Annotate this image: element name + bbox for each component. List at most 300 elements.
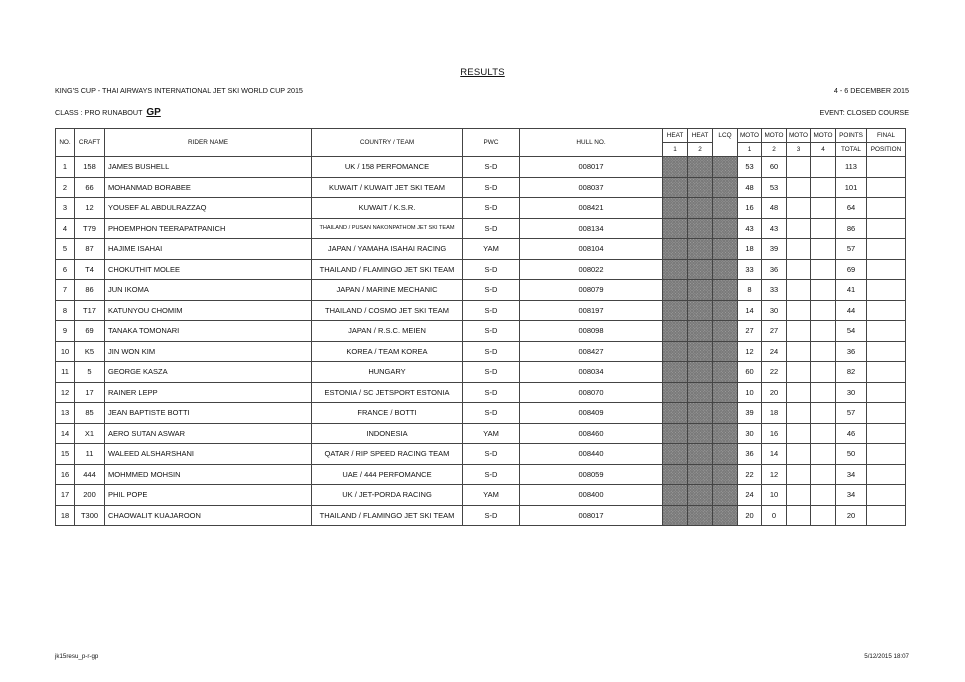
cell-moto3 xyxy=(787,423,811,444)
cell-no: 17 xyxy=(56,485,75,506)
cell-heat2 xyxy=(688,382,713,403)
cell-heat1 xyxy=(663,321,688,342)
cell-lcq xyxy=(713,280,738,301)
event-date: 4 - 6 DECEMBER 2015 xyxy=(833,86,909,95)
cell-pwc: S-D xyxy=(463,444,520,465)
cell-heat2 xyxy=(688,280,713,301)
cell-heat2 xyxy=(688,505,713,526)
cell-no: 18 xyxy=(56,505,75,526)
cell-pwc: S-D xyxy=(463,321,520,342)
cell-heat2 xyxy=(688,218,713,239)
cell-final xyxy=(867,177,906,198)
cell-no: 13 xyxy=(56,403,75,424)
cell-craft: 5 xyxy=(75,362,105,383)
cell-team: THAILAND / FLAMINGO JET SKI TEAM xyxy=(312,259,463,280)
cell-lcq xyxy=(713,218,738,239)
table-row xyxy=(56,157,906,178)
cell-pwc: S-D xyxy=(463,177,520,198)
cell-rider: AERO SUTAN ASWAR xyxy=(105,423,312,444)
cell-moto3 xyxy=(787,382,811,403)
cell-pwc: S-D xyxy=(463,403,520,424)
cell-team: QATAR / RIP SPEED RACING TEAM xyxy=(312,444,463,465)
col-pwc: PWC xyxy=(463,129,520,157)
cell-hull: 008409 xyxy=(520,403,663,424)
cell-rider: HAJIME ISAHAI xyxy=(105,239,312,260)
cell-heat1 xyxy=(663,280,688,301)
cell-moto1: 36 xyxy=(738,444,762,465)
cell-moto3 xyxy=(787,157,811,178)
cell-hull: 008104 xyxy=(520,239,663,260)
cell-points: 57 xyxy=(836,403,867,424)
cell-moto2: 18 xyxy=(762,403,787,424)
cell-moto2: 33 xyxy=(762,280,787,301)
cell-final xyxy=(867,259,906,280)
col-moto3: MOTO xyxy=(787,129,811,143)
cell-moto4 xyxy=(811,259,836,280)
table-row xyxy=(56,464,906,485)
cell-moto4 xyxy=(811,423,836,444)
cell-pwc: YAM xyxy=(463,423,520,444)
cell-craft: 200 xyxy=(75,485,105,506)
class-line xyxy=(55,107,161,118)
cell-heat1 xyxy=(663,423,688,444)
cell-moto1: 27 xyxy=(738,321,762,342)
cell-moto3 xyxy=(787,239,811,260)
cell-rider: JUN IKOMA xyxy=(105,280,312,301)
cell-rider: MOHMMED MOHSIN xyxy=(105,464,312,485)
cell-moto3 xyxy=(787,280,811,301)
col-heat2-num: 2 xyxy=(688,143,713,157)
cell-heat1 xyxy=(663,239,688,260)
cell-points: 113 xyxy=(836,157,867,178)
cell-heat1 xyxy=(663,259,688,280)
cell-craft: 66 xyxy=(75,177,105,198)
cell-hull: 008017 xyxy=(520,157,663,178)
cell-hull: 008022 xyxy=(520,259,663,280)
cell-moto2: 0 xyxy=(762,505,787,526)
cell-moto4 xyxy=(811,382,836,403)
cell-moto2: 14 xyxy=(762,444,787,465)
cell-moto1: 16 xyxy=(738,198,762,219)
cell-lcq xyxy=(713,464,738,485)
cell-points: 20 xyxy=(836,505,867,526)
cell-no: 1 xyxy=(56,157,75,178)
cell-moto3 xyxy=(787,177,811,198)
cell-craft: K5 xyxy=(75,341,105,362)
table-row xyxy=(56,280,906,301)
cell-heat1 xyxy=(663,341,688,362)
col-moto4: MOTO xyxy=(811,129,836,143)
col-craft: CRAFT xyxy=(75,129,105,157)
cell-moto2: 12 xyxy=(762,464,787,485)
cell-moto2: 30 xyxy=(762,300,787,321)
cell-hull: 008070 xyxy=(520,382,663,403)
cell-final xyxy=(867,362,906,383)
cell-rider: RAINER LEPP xyxy=(105,382,312,403)
cell-lcq xyxy=(713,403,738,424)
cell-heat1 xyxy=(663,444,688,465)
cell-craft: 86 xyxy=(75,280,105,301)
cell-heat1 xyxy=(663,403,688,424)
cell-final xyxy=(867,464,906,485)
cell-team: ESTONIA / SC JETSPORT ESTONIA xyxy=(312,382,463,403)
col-moto1-num: 1 xyxy=(738,143,762,157)
cell-lcq xyxy=(713,239,738,260)
cell-moto3 xyxy=(787,505,811,526)
cell-pwc: S-D xyxy=(463,280,520,301)
cell-no: 14 xyxy=(56,423,75,444)
event-title: KING'S CUP - THAI AIRWAYS INTERNATIONAL JET SKI WORLD CUP 2015 xyxy=(55,86,303,95)
cell-hull: 008427 xyxy=(520,341,663,362)
cell-points: 57 xyxy=(836,239,867,260)
cell-pwc: S-D xyxy=(463,157,520,178)
cell-no: 6 xyxy=(56,259,75,280)
cell-rider: WALEED ALSHARSHANI xyxy=(105,444,312,465)
footer-timestamp: 5/12/2015 18:07 xyxy=(864,653,909,660)
col-heat1-num: 1 xyxy=(663,143,688,157)
cell-team: JAPAN / R.S.C. MEIEN xyxy=(312,321,463,342)
cell-craft: 158 xyxy=(75,157,105,178)
cell-final xyxy=(867,444,906,465)
cell-heat2 xyxy=(688,177,713,198)
cell-no: 8 xyxy=(56,300,75,321)
cell-hull: 008059 xyxy=(520,464,663,485)
cell-pwc: S-D xyxy=(463,362,520,383)
cell-pwc: S-D xyxy=(463,341,520,362)
col-hull: HULL NO. xyxy=(520,129,663,157)
cell-craft: 444 xyxy=(75,464,105,485)
page-title: RESULTS xyxy=(460,67,505,78)
cell-moto1: 14 xyxy=(738,300,762,321)
cell-moto4 xyxy=(811,280,836,301)
cell-craft: T4 xyxy=(75,259,105,280)
cell-moto1: 33 xyxy=(738,259,762,280)
cell-lcq xyxy=(713,300,738,321)
cell-lcq xyxy=(713,362,738,383)
cell-moto2: 60 xyxy=(762,157,787,178)
header-row-top xyxy=(56,129,906,143)
col-country: COUNTRY / TEAM xyxy=(312,129,463,157)
cell-hull: 008034 xyxy=(520,362,663,383)
cell-hull: 008421 xyxy=(520,198,663,219)
cell-rider: CHAOWALIT KUAJAROON xyxy=(105,505,312,526)
cell-final xyxy=(867,239,906,260)
col-points: POINTS xyxy=(836,129,867,143)
table-row xyxy=(56,485,906,506)
col-lcq: LCQ xyxy=(713,129,738,157)
cell-final xyxy=(867,341,906,362)
cell-points: 36 xyxy=(836,341,867,362)
cell-no: 10 xyxy=(56,341,75,362)
col-rider: RIDER NAME xyxy=(105,129,312,157)
cell-points: 30 xyxy=(836,382,867,403)
cell-moto1: 30 xyxy=(738,423,762,444)
cell-points: 34 xyxy=(836,485,867,506)
table-row xyxy=(56,423,906,444)
table-row xyxy=(56,300,906,321)
cell-lcq xyxy=(713,382,738,403)
cell-lcq xyxy=(713,423,738,444)
col-heat1: HEAT xyxy=(663,129,688,143)
cell-hull: 008079 xyxy=(520,280,663,301)
cell-final xyxy=(867,280,906,301)
cell-moto2: 43 xyxy=(762,218,787,239)
cell-moto4 xyxy=(811,218,836,239)
cell-craft: T300 xyxy=(75,505,105,526)
cell-moto3 xyxy=(787,341,811,362)
cell-final xyxy=(867,157,906,178)
cell-heat2 xyxy=(688,321,713,342)
cell-moto2: 27 xyxy=(762,321,787,342)
cell-heat1 xyxy=(663,177,688,198)
cell-points: 86 xyxy=(836,218,867,239)
cell-moto4 xyxy=(811,464,836,485)
cell-team: THAILAND / FLAMINGO JET SKI TEAM xyxy=(312,505,463,526)
col-moto4-num: 4 xyxy=(811,143,836,157)
cell-points: 44 xyxy=(836,300,867,321)
cell-moto1: 53 xyxy=(738,157,762,178)
col-points-total: TOTAL xyxy=(836,143,867,157)
cell-moto4 xyxy=(811,444,836,465)
cell-moto1: 60 xyxy=(738,362,762,383)
cell-team: INDONESIA xyxy=(312,423,463,444)
cell-hull: 008400 xyxy=(520,485,663,506)
cell-heat1 xyxy=(663,382,688,403)
cell-final xyxy=(867,423,906,444)
cell-lcq xyxy=(713,321,738,342)
cell-team: HUNGARY xyxy=(312,362,463,383)
cell-moto3 xyxy=(787,464,811,485)
cell-moto3 xyxy=(787,362,811,383)
cell-moto3 xyxy=(787,218,811,239)
cell-moto4 xyxy=(811,239,836,260)
cell-team: JAPAN / YAMAHA ISAHAI RACING xyxy=(312,239,463,260)
cell-pwc: S-D xyxy=(463,464,520,485)
table-row xyxy=(56,259,906,280)
cell-moto1: 10 xyxy=(738,382,762,403)
class-code: GP xyxy=(146,107,161,118)
cell-no: 16 xyxy=(56,464,75,485)
cell-craft: T79 xyxy=(75,218,105,239)
cell-team: KUWAIT / K.S.R. xyxy=(312,198,463,219)
cell-rider: CHOKUTHIT MOLEE xyxy=(105,259,312,280)
cell-team: JAPAN / MARINE MECHANIC xyxy=(312,280,463,301)
col-final-position: POSITION xyxy=(867,143,906,157)
cell-points: 34 xyxy=(836,464,867,485)
cell-no: 7 xyxy=(56,280,75,301)
cell-moto1: 43 xyxy=(738,218,762,239)
cell-heat2 xyxy=(688,259,713,280)
cell-moto4 xyxy=(811,403,836,424)
cell-points: 41 xyxy=(836,280,867,301)
cell-heat2 xyxy=(688,157,713,178)
cell-points: 64 xyxy=(836,198,867,219)
cell-team: THAILAND / COSMO JET SKI TEAM xyxy=(312,300,463,321)
cell-points: 101 xyxy=(836,177,867,198)
cell-moto1: 18 xyxy=(738,239,762,260)
cell-heat1 xyxy=(663,300,688,321)
cell-moto3 xyxy=(787,321,811,342)
cell-lcq xyxy=(713,259,738,280)
cell-team: UK / 158 PERFOMANCE xyxy=(312,157,463,178)
table-row xyxy=(56,444,906,465)
table-row xyxy=(56,362,906,383)
col-moto1: MOTO xyxy=(738,129,762,143)
cell-rider: GEORGE KASZA xyxy=(105,362,312,383)
cell-points: 82 xyxy=(836,362,867,383)
cell-rider: MOHANMAD BORABEE xyxy=(105,177,312,198)
cell-hull: 008134 xyxy=(520,218,663,239)
cell-moto4 xyxy=(811,485,836,506)
cell-craft: 69 xyxy=(75,321,105,342)
col-moto2-num: 2 xyxy=(762,143,787,157)
cell-craft: 17 xyxy=(75,382,105,403)
cell-heat1 xyxy=(663,218,688,239)
table-row xyxy=(56,198,906,219)
cell-final xyxy=(867,382,906,403)
cell-moto4 xyxy=(811,198,836,219)
cell-rider: JEAN BAPTISTE BOTTI xyxy=(105,403,312,424)
cell-craft: 11 xyxy=(75,444,105,465)
cell-points: 69 xyxy=(836,259,867,280)
cell-points: 50 xyxy=(836,444,867,465)
cell-lcq xyxy=(713,444,738,465)
col-heat2: HEAT xyxy=(688,129,713,143)
cell-moto2: 22 xyxy=(762,362,787,383)
cell-heat2 xyxy=(688,300,713,321)
cell-heat1 xyxy=(663,464,688,485)
cell-moto1: 24 xyxy=(738,485,762,506)
cell-moto2: 36 xyxy=(762,259,787,280)
footer-file: jk15resu_p-r-gp xyxy=(55,653,99,660)
cell-hull: 008037 xyxy=(520,177,663,198)
cell-no: 15 xyxy=(56,444,75,465)
cell-moto4 xyxy=(811,177,836,198)
table-row xyxy=(56,177,906,198)
cell-hull: 008460 xyxy=(520,423,663,444)
cell-lcq xyxy=(713,505,738,526)
cell-heat2 xyxy=(688,198,713,219)
cell-heat1 xyxy=(663,198,688,219)
cell-team: KUWAIT / KUWAIT JET SKI TEAM xyxy=(312,177,463,198)
cell-heat1 xyxy=(663,157,688,178)
cell-no: 12 xyxy=(56,382,75,403)
cell-craft: 12 xyxy=(75,198,105,219)
cell-heat2 xyxy=(688,464,713,485)
cell-moto2: 24 xyxy=(762,341,787,362)
cell-moto4 xyxy=(811,300,836,321)
cell-team: KOREA / TEAM KOREA xyxy=(312,341,463,362)
cell-lcq xyxy=(713,157,738,178)
results-body xyxy=(56,157,906,526)
cell-rider: PHIL POPE xyxy=(105,485,312,506)
cell-no: 2 xyxy=(56,177,75,198)
col-moto3-num: 3 xyxy=(787,143,811,157)
cell-pwc: YAM xyxy=(463,239,520,260)
cell-final xyxy=(867,218,906,239)
cell-craft: 85 xyxy=(75,403,105,424)
cell-lcq xyxy=(713,485,738,506)
cell-rider: PHOEMPHON TEERAPATPANICH xyxy=(105,218,312,239)
cell-heat1 xyxy=(663,362,688,383)
cell-rider: KATUNYOU CHOMIM xyxy=(105,300,312,321)
event-type: EVENT: CLOSED COURSE xyxy=(819,108,909,117)
results-table xyxy=(55,128,906,526)
table-row xyxy=(56,321,906,342)
cell-final xyxy=(867,485,906,506)
cell-moto3 xyxy=(787,198,811,219)
cell-hull: 008197 xyxy=(520,300,663,321)
table-row xyxy=(56,341,906,362)
cell-moto4 xyxy=(811,362,836,383)
cell-moto2: 48 xyxy=(762,198,787,219)
cell-craft: T17 xyxy=(75,300,105,321)
cell-heat1 xyxy=(663,485,688,506)
cell-heat2 xyxy=(688,423,713,444)
cell-team: UK / JET-PORDA RACING xyxy=(312,485,463,506)
cell-hull: 008440 xyxy=(520,444,663,465)
cell-moto3 xyxy=(787,259,811,280)
cell-moto2: 53 xyxy=(762,177,787,198)
cell-team: UAE / 444 PERFOMANCE xyxy=(312,464,463,485)
cell-moto4 xyxy=(811,505,836,526)
cell-team: FRANCE / BOTTI xyxy=(312,403,463,424)
class-label: CLASS : PRO RUNABOUT xyxy=(55,108,143,117)
cell-lcq xyxy=(713,177,738,198)
cell-rider: TANAKA TOMONARI xyxy=(105,321,312,342)
cell-heat1 xyxy=(663,505,688,526)
cell-moto2: 10 xyxy=(762,485,787,506)
cell-hull: 008017 xyxy=(520,505,663,526)
cell-pwc: S-D xyxy=(463,300,520,321)
cell-points: 54 xyxy=(836,321,867,342)
cell-heat2 xyxy=(688,239,713,260)
cell-no: 9 xyxy=(56,321,75,342)
table-row xyxy=(56,239,906,260)
cell-moto4 xyxy=(811,157,836,178)
cell-heat2 xyxy=(688,444,713,465)
cell-moto4 xyxy=(811,321,836,342)
cell-moto1: 39 xyxy=(738,403,762,424)
cell-team: THAILAND / PUSAN NAKONPATHOM JET SKI TEAM xyxy=(312,218,463,239)
table-row xyxy=(56,218,906,239)
cell-moto3 xyxy=(787,444,811,465)
cell-moto3 xyxy=(787,403,811,424)
cell-heat2 xyxy=(688,362,713,383)
cell-pwc: S-D xyxy=(463,218,520,239)
cell-points: 46 xyxy=(836,423,867,444)
cell-craft: 87 xyxy=(75,239,105,260)
cell-moto1: 22 xyxy=(738,464,762,485)
cell-pwc: S-D xyxy=(463,382,520,403)
cell-final xyxy=(867,505,906,526)
cell-moto3 xyxy=(787,300,811,321)
cell-no: 4 xyxy=(56,218,75,239)
cell-hull: 008098 xyxy=(520,321,663,342)
cell-final xyxy=(867,198,906,219)
cell-moto1: 12 xyxy=(738,341,762,362)
table-row xyxy=(56,403,906,424)
cell-pwc: YAM xyxy=(463,485,520,506)
cell-final xyxy=(867,300,906,321)
cell-moto1: 8 xyxy=(738,280,762,301)
table-row xyxy=(56,505,906,526)
cell-heat2 xyxy=(688,403,713,424)
cell-moto2: 16 xyxy=(762,423,787,444)
cell-moto2: 39 xyxy=(762,239,787,260)
cell-moto3 xyxy=(787,485,811,506)
cell-lcq xyxy=(713,198,738,219)
